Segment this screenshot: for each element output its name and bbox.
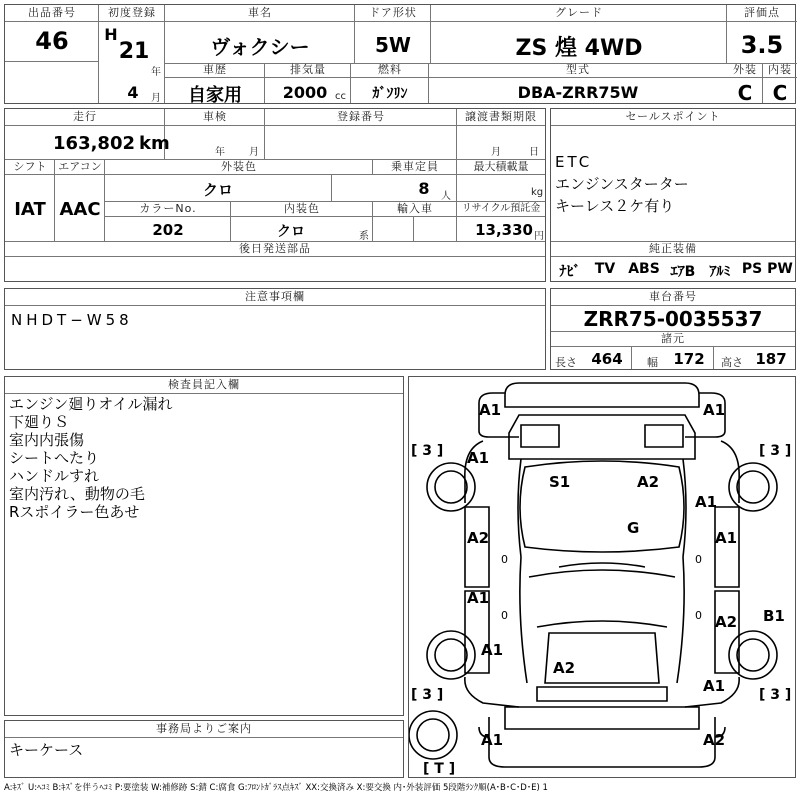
door-zero-rear-right: 0 xyxy=(695,609,702,622)
int-value: C xyxy=(772,81,788,105)
inspect-year-unit: 年 xyxy=(215,147,225,158)
tire-spare: [ T ] xyxy=(423,761,456,777)
notes-label: 注意事項欄 xyxy=(245,290,305,303)
mark-front-fender-right: A1 xyxy=(695,493,718,511)
equip-label: 純正装備 xyxy=(649,242,697,255)
sales-line-1: ETC xyxy=(555,153,593,171)
later-parts-label: 後日発送部品 xyxy=(239,242,311,255)
lot-label: 出品番号 xyxy=(28,6,76,19)
transfer-label: 譲渡書類期限 xyxy=(465,110,537,123)
era-value: H xyxy=(104,25,118,44)
mark-roof-left: S1 xyxy=(549,473,571,491)
equip-item-abs: ABS xyxy=(628,261,660,277)
length-value: 464 xyxy=(591,350,623,368)
capacity-unit: 人 xyxy=(441,191,451,202)
mark-front-fender-left: A1 xyxy=(467,449,490,467)
mark-back-door: A2 xyxy=(553,659,576,677)
inspector-line-7: Rスポイラー色あせ xyxy=(9,503,140,521)
mileage-unit: km xyxy=(139,133,170,154)
lot-value: 46 xyxy=(35,27,69,55)
shift-value: IAT xyxy=(14,199,46,220)
sales-line-3: キーレス２ケ有り xyxy=(555,197,675,215)
inspector-line-1: エンジン廻りオイル漏れ xyxy=(9,395,173,413)
mileage-label: 走行 xyxy=(73,110,97,123)
transfer-month-unit: 月 xyxy=(491,147,501,158)
tire-front-right: [ 3 ] xyxy=(759,443,792,459)
inspector-line-6: 室内汚れ、動物の毛 xyxy=(9,485,145,503)
recycle-value: 13,330 xyxy=(475,221,533,239)
equip-item-navi: ﾅﾋﾞ xyxy=(559,264,581,280)
header-block xyxy=(4,4,796,104)
equip-item-pw: PW xyxy=(767,261,793,277)
mark-rear-bumper-left: A1 xyxy=(481,731,504,749)
inspect-month-unit: 月 xyxy=(249,147,259,158)
month-unit: 月 xyxy=(151,93,161,104)
model-value: DBA-ZRR75W xyxy=(517,83,639,102)
recycle-unit: 円 xyxy=(534,231,544,242)
mark-front-bumper-left: A1 xyxy=(479,401,502,419)
notes-value: NHDT−W58 xyxy=(11,311,133,329)
height-label: 高さ xyxy=(721,356,743,369)
year-unit: 年 xyxy=(151,67,161,78)
year-value: 21 xyxy=(118,39,150,64)
door-zero-front-left: 0 xyxy=(501,553,508,566)
equip-item-airbag: ｴｱB xyxy=(670,264,696,280)
mark-rear-door-left: A1 xyxy=(467,589,490,607)
fuel-value: ｶﾞｿﾘﾝ xyxy=(372,86,408,102)
mark-rear-bumper-right: A2 xyxy=(703,731,726,749)
disp-label: 排気量 xyxy=(290,63,326,76)
ext-color-label: 外装色 xyxy=(221,160,257,173)
inspector-line-4: シートへたり xyxy=(9,449,100,467)
car-name-value: ヴォクシー xyxy=(210,35,310,59)
chassis-value: ZRR75-0035537 xyxy=(583,307,763,331)
history-label: 車歴 xyxy=(203,63,227,76)
month-value: 4 xyxy=(127,83,139,102)
inspector-line-2: 下廻りＳ xyxy=(9,413,70,431)
inspector-line-3: 室内内張傷 xyxy=(9,431,85,449)
regno-label: 登録番号 xyxy=(337,110,385,123)
car-name-label: 車名 xyxy=(248,6,272,19)
office-block xyxy=(4,720,404,778)
damage-diagram-block xyxy=(408,376,796,778)
notes-block xyxy=(4,288,546,370)
ext-color-value: クロ xyxy=(202,181,233,199)
chassis-label: 車台番号 xyxy=(649,290,697,303)
legend-text: A:ｷｽﾞ U:ﾍｺﾐ B:ｷｽﾞを伴うﾍｺﾐ P:要塗装 W:補修跡 S:錆 C:腐食 G:ﾌﾛﾝﾄｶﾞﾗｽ点ｷｽﾞ XX:交換済み X:要交換 内･外装評価 5段階ﾗﾝｸ順(A･B･C･D･E) 1 xyxy=(4,783,548,793)
door-label: ドア形状 xyxy=(369,6,417,19)
sales-label: セールスポイント xyxy=(625,110,721,123)
sales-line-2: エンジンスターター xyxy=(555,175,689,193)
ac-label: エアコン xyxy=(58,160,102,173)
disp-unit: cc xyxy=(335,91,346,102)
mark-rear-quarter-right: B1 xyxy=(763,607,785,625)
door-value: 5W xyxy=(375,33,411,57)
inspector-line-5: ハンドルすれ xyxy=(9,467,100,485)
mark-rear-door-right: A2 xyxy=(715,613,738,631)
mark-roof-right: A2 xyxy=(637,473,660,491)
tire-rear-right: [ 3 ] xyxy=(759,687,792,703)
int-color-label: 内装色 xyxy=(284,202,320,215)
office-value: キーケース xyxy=(9,741,84,759)
mark-front-door-left: A2 xyxy=(467,529,490,547)
load-unit: kg xyxy=(531,187,544,198)
ac-value: AAC xyxy=(59,199,101,220)
grade-label: グレード xyxy=(555,6,603,19)
equip-item-alloy: ｱﾙﾐ xyxy=(709,264,731,280)
model-label: 型式 xyxy=(566,63,590,76)
grade-value: ZS 煌 4WD xyxy=(515,36,643,61)
inspector-block xyxy=(4,376,404,716)
ext-value: C xyxy=(737,81,753,105)
mark-front-door-right: A1 xyxy=(715,529,738,547)
height-value: 187 xyxy=(755,350,787,368)
length-label: 長さ xyxy=(555,356,577,369)
chassis-block xyxy=(550,288,796,370)
int-label: 内装 xyxy=(768,63,792,76)
mark-rear-quarter-left: A1 xyxy=(481,641,504,659)
vehicle-info-block xyxy=(4,108,546,282)
car-diagram xyxy=(409,377,795,777)
shift-label: シフト xyxy=(13,160,47,173)
capacity-label: 乗車定員 xyxy=(391,160,439,173)
width-label: 幅 xyxy=(647,356,658,369)
mark-windshield: G xyxy=(627,519,640,537)
equip-item-ps: PS xyxy=(741,261,763,277)
load-label: 最大積載量 xyxy=(473,160,529,173)
capacity-value: 8 xyxy=(418,179,430,198)
sales-point-block xyxy=(550,108,796,282)
int-color-value: クロ xyxy=(277,224,305,240)
equip-item-tv: TV xyxy=(594,261,616,277)
mark-front-bumper-right: A1 xyxy=(703,401,726,419)
inspector-label: 検査員記入欄 xyxy=(168,378,240,391)
width-value: 172 xyxy=(673,350,705,368)
colorno-label: カラーNo. xyxy=(139,202,197,215)
mark-rear-fender-right: A1 xyxy=(703,677,726,695)
history-value: 自家用 xyxy=(188,85,242,106)
import-label: 輸入車 xyxy=(397,202,433,215)
score-label: 評価点 xyxy=(744,6,780,19)
ext-label: 外装 xyxy=(733,63,757,76)
recycle-label: リサイクル預託金 xyxy=(461,203,541,214)
score-value: 3.5 xyxy=(740,31,784,59)
transfer-day-unit: 日 xyxy=(529,147,539,158)
tire-rear-left: [ 3 ] xyxy=(411,687,444,703)
colorno-value: 202 xyxy=(152,221,184,239)
office-label: 事務局よりご案内 xyxy=(156,722,252,735)
door-zero-rear-left: 0 xyxy=(501,609,508,622)
first-reg-label: 初度登録 xyxy=(108,6,156,19)
inspect-label: 車検 xyxy=(203,110,227,123)
disp-value: 2000 xyxy=(282,83,328,102)
int-color-unit: 系 xyxy=(359,231,369,242)
mileage-value: 163,802 xyxy=(53,133,135,154)
spec-label: 諸元 xyxy=(661,332,685,345)
door-zero-front-right: 0 xyxy=(695,553,702,566)
tire-front-left: [ 3 ] xyxy=(411,443,444,459)
fuel-label: 燃料 xyxy=(378,63,402,76)
